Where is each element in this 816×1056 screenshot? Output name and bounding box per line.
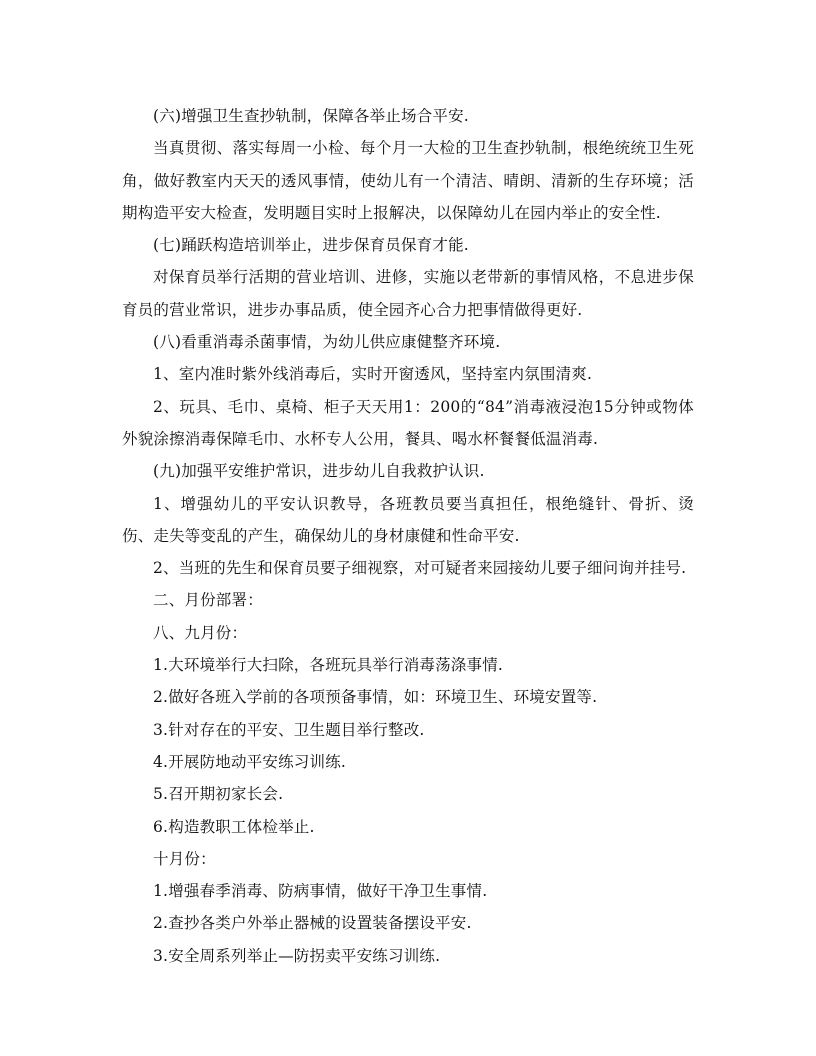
paragraph-21: 2.查抄各类户外举止器械的设置装备摆设平安.	[153, 914, 472, 933]
paragraph-18: 6.构造教职工体检举止.	[153, 817, 315, 836]
paragraph-14: 2.做好各班入学前的各项预备事情，如：环境卫生、环境安置等.	[153, 688, 598, 707]
paragraph-10: 2、当班的先生和保育员要子细视察，对可疑者来园接幼儿要子细问询并挂号.	[153, 559, 687, 578]
document-body	[122, 100, 694, 972]
paragraph-7: 2、玩具、毛巾、桌椅、柜子天天用1：200的“84”消毒液浸泡15分钟或物体外貌涂擦消毒保障毛巾、水杯专人公用，餐具、喝水杯餐餐低温消毒.	[122, 397, 694, 448]
paragraph-5: (八)看重消毒杀菌事情，为幼儿供应康健整齐环境.	[153, 333, 501, 352]
paragraph-9: 1、增强幼儿的平安认识教导，各班教员要当真担任，根绝缝针、骨折、烫伤、走失等变乱的产生，确保幼儿的身材康健和性命平安.	[122, 494, 694, 545]
paragraph-22: 3.安全周系列举止—防拐卖平安练习训练.	[153, 946, 441, 965]
paragraph-8: (九)加强平安维护常识，进步幼儿自我救护认识.	[153, 462, 485, 481]
paragraph-13: 1.大环境举行大扫除，各班玩具举行消毒荡涤事情.	[153, 656, 504, 675]
paragraph-6: 1、室内准时紫外线消毒后，实时开窗透风，坚持室内氛围清爽.	[153, 365, 593, 384]
paragraph-2: 当真贯彻、落实每周一小检、每个月一大检的卫生查抄轨制，根绝统统卫生死角，做好教室内天天的透风事情，使幼儿有一个清洁、晴朗、清新的生存环境；活期构造平安大检查，发明题目实时上报解决，以保障幼儿在园内举止的安全性.	[122, 139, 694, 222]
paragraph-19: 十月份：	[153, 849, 216, 868]
paragraph-12: 八、九月份：	[153, 623, 248, 642]
paragraph-17: 5.召开期初家长会.	[153, 785, 284, 804]
paragraph-3: (七)踊跃构造培训举止，进步保育员保育才能.	[153, 236, 469, 255]
paragraph-20: 1.增强春季消毒、防病事情，做好干净卫生事情.	[153, 882, 488, 901]
paragraph-11: 二、月份部署：	[153, 591, 263, 610]
paragraph-16: 4.开展防地动平安练习训练.	[153, 752, 347, 771]
paragraph-4: 对保育员举行活期的营业培训、进修，实施以老带新的事情风格，不息进步保育员的营业常识，进步办事品质，使全园齐心合力把事情做得更好.	[122, 268, 694, 319]
paragraph-15: 3.针对存在的平安、卫生题目举行整改.	[153, 720, 425, 739]
paragraph-1: (六)增强卫生查抄轨制，保障各举止场合平安.	[153, 107, 469, 125]
